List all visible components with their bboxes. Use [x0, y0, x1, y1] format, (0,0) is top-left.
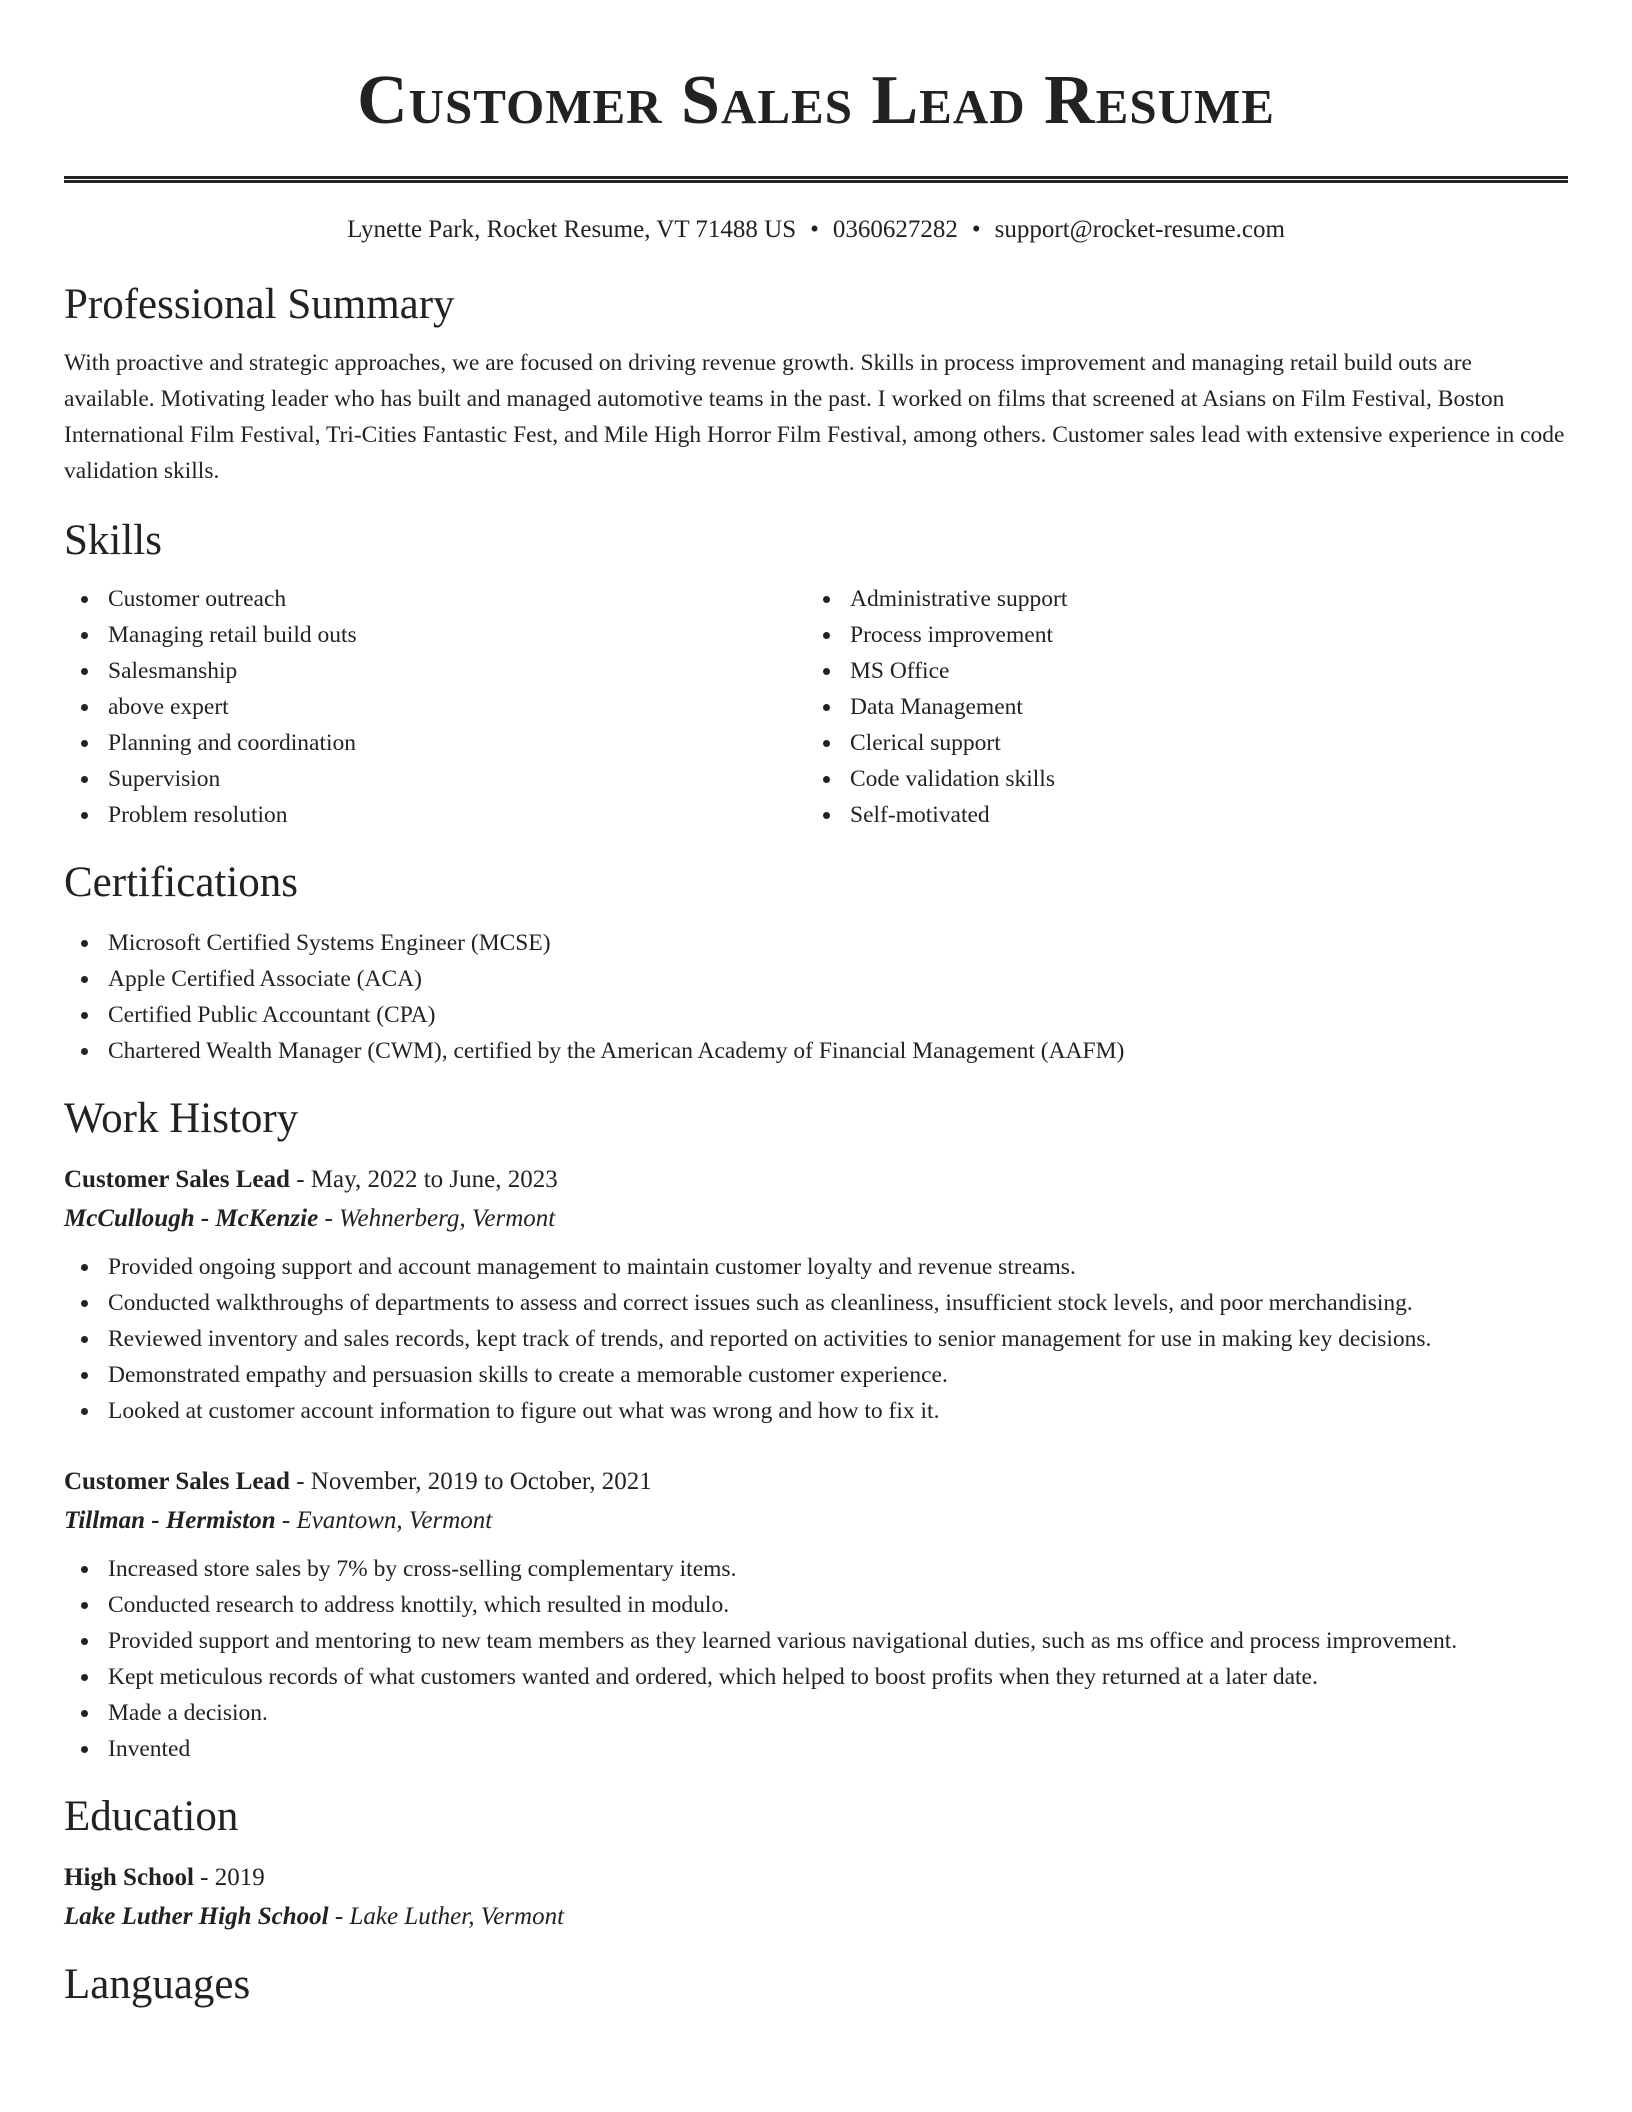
- job-title: Customer Sales Lead: [64, 1468, 290, 1495]
- skills-heading: Skills: [64, 517, 162, 564]
- education-heading: Education: [64, 1793, 239, 1840]
- job-duties-list: [64, 1249, 1568, 1429]
- job-duty: Made a decision.: [64, 1695, 1568, 1731]
- job-dates: November, 2019 to October, 2021: [310, 1468, 652, 1495]
- resume-title: Customer Sales Lead Resume: [357, 62, 1275, 139]
- job-title: Customer Sales Lead: [64, 1166, 290, 1193]
- job-duties-list: [64, 1551, 1568, 1767]
- title-double-rule: [64, 176, 1568, 183]
- certification-item: Apple Certified Associate (ACA): [64, 961, 1568, 997]
- job-dates: May, 2022 to June, 2023: [310, 1166, 558, 1193]
- skills-right-list: [806, 581, 1548, 833]
- job-duty: Conducted research to address knottily, which resulted in modulo.: [64, 1587, 1568, 1623]
- contact-separator: •: [971, 216, 981, 243]
- contact-email[interactable]: support@rocket-resume.com: [994, 216, 1285, 243]
- job-duty: Kept meticulous records of what customers wanted and ordered, which helped to boost profits when they returned at a later date.: [64, 1659, 1568, 1695]
- education-school: Lake Luther High School: [64, 1903, 329, 1930]
- education-school-line: Lake Luther High School - Lake Luther, Vermont: [64, 1903, 565, 1930]
- contact-address: Lynette Park, Rocket Resume, VT 71488 US: [347, 216, 797, 243]
- job-duty: Increased store sales by 7% by cross-selling complementary items.: [64, 1551, 1568, 1587]
- work-history-heading: Work History: [64, 1095, 299, 1142]
- job-duty: Demonstrated empathy and persuasion skills to create a memorable customer experience.: [64, 1357, 1568, 1393]
- job-entry: [64, 1463, 1568, 1767]
- skill-item: Process improvement: [806, 617, 1548, 653]
- skill-item: Planning and coordination: [64, 725, 806, 761]
- skill-item: Code validation skills: [806, 761, 1548, 797]
- job-header: Customer Sales Lead - May, 2022 to June, 2023: [64, 1166, 558, 1193]
- education-header: High School - 2019: [64, 1864, 265, 1891]
- certification-item: Chartered Wealth Manager (CWM), certified by the American Academy of Financial Management (AAFM): [64, 1033, 1568, 1069]
- education-year: 2019: [214, 1864, 265, 1891]
- certification-item: Microsoft Certified Systems Engineer (MCSE): [64, 925, 1568, 961]
- job-employer: Tillman - Hermiston - Evantown, Vermont: [64, 1507, 493, 1534]
- education-location: Lake Luther, Vermont: [349, 1903, 565, 1930]
- skill-item: above expert: [64, 689, 806, 725]
- job-header: Customer Sales Lead - November, 2019 to October, 2021: [64, 1468, 652, 1495]
- job-duty: Provided ongoing support and account management to maintain customer loyalty and revenue streams.: [64, 1249, 1568, 1285]
- summary-heading: Professional Summary: [64, 281, 455, 328]
- skills-left-list: [64, 581, 806, 833]
- skill-item: Clerical support: [806, 725, 1548, 761]
- job-location: Wehnerberg, Vermont: [339, 1205, 556, 1232]
- job-duty: Conducted walkthroughs of departments to assess and correct issues such as cleanliness, insufficient stock levels, and poor merchandising.: [64, 1285, 1568, 1321]
- skill-item: Data Management: [806, 689, 1548, 725]
- job-duty: Looked at customer account information to figure out what was wrong and how to fix it.: [64, 1393, 1568, 1429]
- certification-item: Certified Public Accountant (CPA): [64, 997, 1568, 1033]
- skill-item: Supervision: [64, 761, 806, 797]
- skill-item: Self-motivated: [806, 797, 1548, 833]
- summary-text: With proactive and strategic approaches, we are focused on driving revenue growth. Skills in process improvement and managing retail build outs are available. Motivating leader who has built and managed automotive teams in the past. I worked on films that screened at Asians on Film Festival, Boston International Film Festival, Tri-Cities Fantastic Fest, and Mile High Horror Film Festival, among others. Customer sales lead with extensive experience in code validation skills.: [64, 350, 1565, 484]
- job-company: McCullough - McKenzie: [64, 1205, 319, 1232]
- contact-line: [64, 213, 1568, 247]
- skill-item: Managing retail build outs: [64, 617, 806, 653]
- skill-item: Salesmanship: [64, 653, 806, 689]
- job-location: Evantown, Vermont: [296, 1507, 493, 1534]
- education-degree: High School: [64, 1864, 194, 1891]
- contact-separator: •: [810, 216, 819, 243]
- job-duty: Provided support and mentoring to new team members as they learned various navigational duties, such as ms office and process improvement.: [64, 1623, 1568, 1659]
- contact-phone: 0360627282: [832, 216, 958, 243]
- job-duty: Invented: [64, 1731, 1568, 1767]
- skill-item: Problem resolution: [64, 797, 806, 833]
- education-entry: [64, 1859, 1568, 1937]
- job-entry: [64, 1161, 1568, 1429]
- job-company: Tillman - Hermiston: [64, 1507, 276, 1534]
- job-duty: Reviewed inventory and sales records, kept track of trends, and reported on activities to senior management for use in making key decisions.: [64, 1321, 1568, 1357]
- skills-grid: [64, 581, 1568, 833]
- job-employer: McCullough - McKenzie - Wehnerberg, Vermont: [64, 1205, 556, 1232]
- languages-heading: Languages: [64, 1961, 251, 2008]
- skill-item: MS Office: [806, 653, 1548, 689]
- skill-item: Customer outreach: [64, 581, 806, 617]
- skill-item: Administrative support: [806, 581, 1548, 617]
- certifications-list: [64, 925, 1568, 1069]
- certifications-heading: Certifications: [64, 859, 299, 906]
